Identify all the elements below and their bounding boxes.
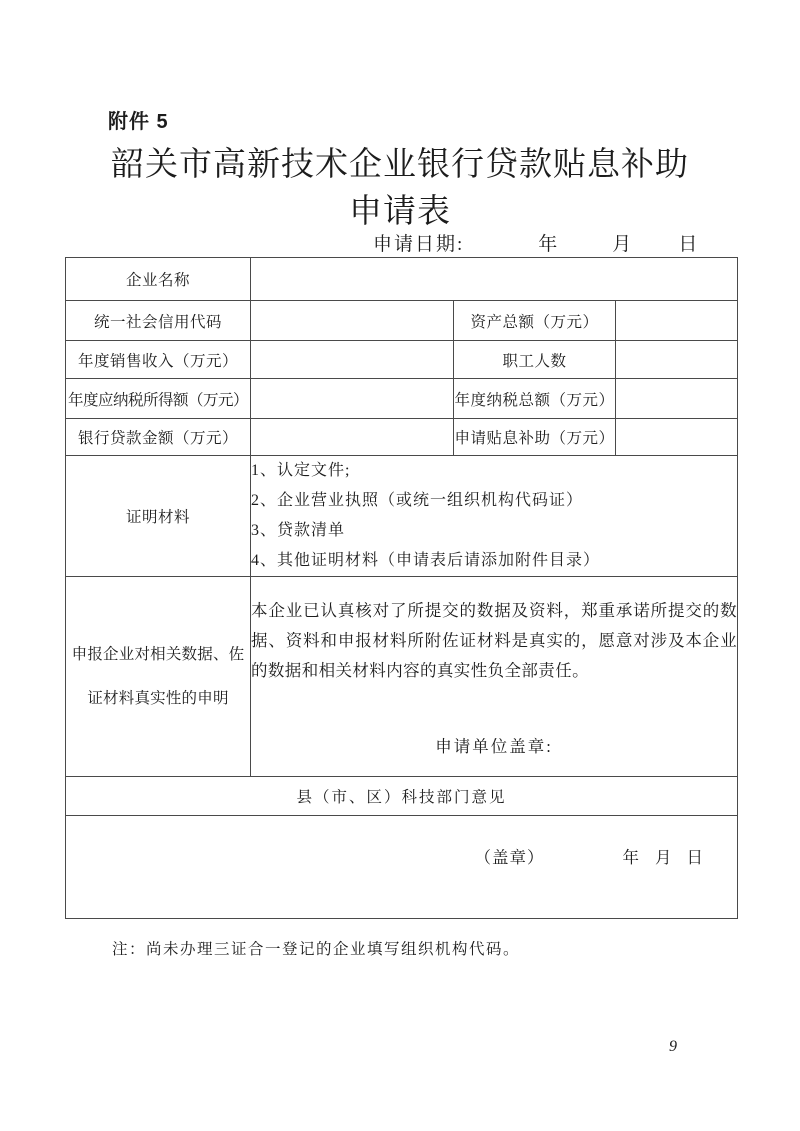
declaration-text: 本企业已认真核对了所提交的数据及资料，郑重承诺所提交的数据、资料和申报材料所附佐证材料是真实的，愿意对涉及本企业的数据和相关材料内容的真实性负全部责任。 [251, 601, 738, 680]
dept-opinion-label: 县（市、区）科技部门意见 [66, 777, 738, 816]
footnote: 注：尚未办理三证合一登记的企业填写组织机构代码。 [112, 941, 521, 958]
declaration-label-line1: 申报企业对相关数据、佐 [71, 645, 245, 663]
tax-total-value-cell [616, 379, 738, 419]
document-title-line2: 申请表 [349, 194, 451, 230]
materials-list-cell [251, 456, 738, 577]
page-number: 9 [669, 1038, 677, 1055]
tax-total-label: 年度纳税总额（万元） [454, 379, 616, 419]
seal-year-label: 年 [622, 848, 641, 867]
subsidy-label: 申请贴息补助（万元） [454, 419, 616, 456]
document-title-line1: 韶关市高新技术企业银行贷款贴息补助 [111, 147, 689, 183]
table-row-sales [66, 341, 738, 379]
subsidy-value-cell [616, 419, 738, 456]
date-label: 申请日期: [373, 234, 465, 255]
table-row-dept-opinion-header [66, 777, 738, 816]
materials-item-2: 2、企业营业执照（或统一组织机构代码证） [251, 492, 584, 509]
table-row-credit-code [66, 301, 738, 341]
sales-label: 年度销售收入（万元） [66, 341, 251, 379]
materials-item-4: 4、其他证明材料（申请表后请添加附件目录） [251, 552, 601, 569]
table-row-company-name [66, 258, 738, 301]
declaration-label [66, 577, 251, 777]
table-row-materials [66, 456, 738, 577]
company-name-label: 企业名称 [66, 258, 251, 301]
staff-value-cell [616, 341, 738, 379]
materials-item-1: 1、认定文件; [251, 462, 351, 479]
declaration-content-cell [251, 577, 738, 777]
company-name-value-cell [251, 258, 738, 301]
sales-value-cell [251, 341, 454, 379]
loan-label: 银行贷款金额（万元） [66, 419, 251, 456]
table-row-taxable-income [66, 379, 738, 419]
loan-value-cell [251, 419, 454, 456]
dept-opinion-seal-cell [66, 816, 738, 919]
application-date-row [373, 229, 699, 256]
table-row-declaration [66, 577, 738, 777]
staff-label: 职工人数 [454, 341, 616, 379]
assets-label: 资产总额（万元） [454, 301, 616, 341]
taxable-income-label: 年度应纳税所得额（万元） [66, 379, 251, 419]
document-title [0, 142, 800, 236]
credit-code-label: 统一社会信用代码 [66, 301, 251, 341]
date-year-label: 年 [538, 234, 560, 255]
assets-value-cell [616, 301, 738, 341]
unit-seal-label: 申请单位盖章: [435, 737, 553, 756]
date-day-label: 日 [678, 234, 700, 255]
taxable-income-value-cell [251, 379, 454, 419]
seal-label: （盖章） [474, 848, 545, 867]
seal-month-label: 月 [655, 848, 673, 867]
materials-label: 证明材料 [66, 456, 251, 577]
credit-code-value-cell [251, 301, 454, 341]
table-row-loan [66, 419, 738, 456]
application-table [65, 257, 738, 919]
dept-seal-line [66, 844, 737, 890]
attachment-label: 附件 5 [108, 111, 169, 133]
table-row-dept-opinion-body [66, 816, 738, 919]
declaration-label-line2: 证材料真实性的申明 [87, 689, 229, 707]
seal-day-label: 日 [686, 848, 705, 867]
materials-item-3: 3、贷款清单 [251, 522, 346, 539]
date-month-label: 月 [612, 234, 634, 255]
